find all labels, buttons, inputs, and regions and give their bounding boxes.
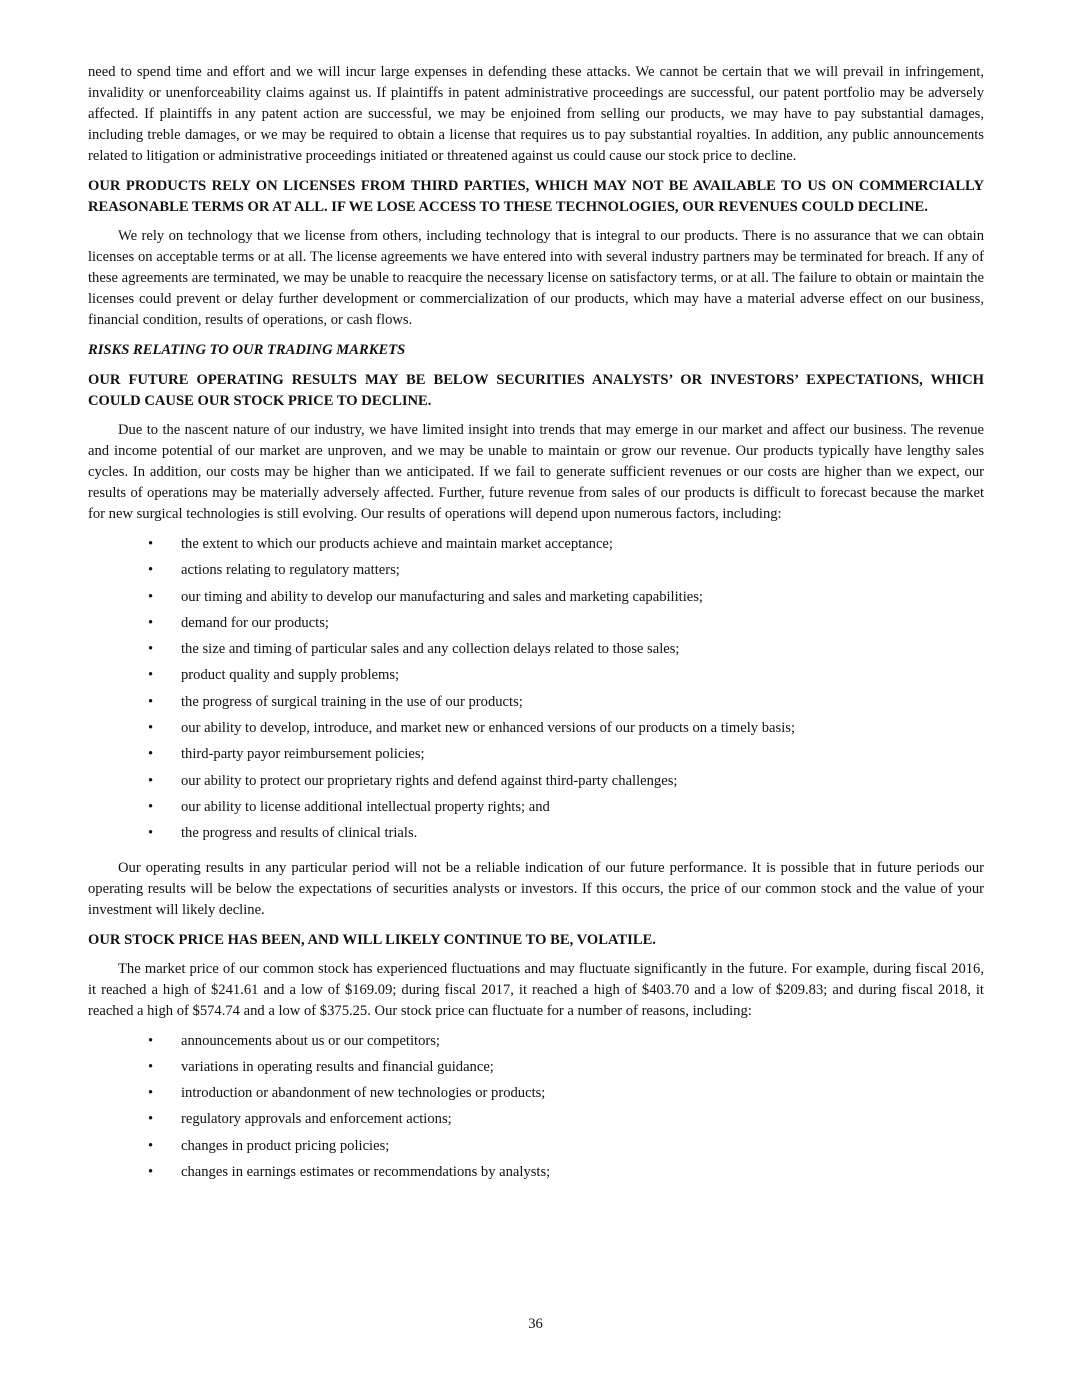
- bullet-glyph: •: [148, 1032, 154, 1049]
- trading-section-title: RISKS RELATING TO OUR TRADING MARKETS: [88, 342, 406, 358]
- list-item: [88, 1109, 984, 1135]
- stock-price-factors-list: [88, 1031, 984, 1189]
- list-item-text: announcements about us or our competitors;: [181, 1032, 440, 1049]
- list-item: [88, 587, 984, 613]
- bullet-glyph: •: [148, 614, 154, 631]
- list-item-text: regulatory approvals and enforcement actions;: [181, 1111, 452, 1128]
- list-item: [88, 692, 984, 718]
- bullet-glyph: •: [148, 1164, 154, 1181]
- bullet-glyph: •: [148, 562, 154, 579]
- operating-factors-list: [88, 534, 984, 850]
- operating-results-heading: OUR FUTURE OPERATING RESULTS MAY BE BELOW SECURITIES ANALYSTS’ OR INVESTORS’ EXPECTATIONS, WHICH COULD CAUSE OUR STOCK PRICE TO DECLINE.: [88, 372, 984, 409]
- bullet-glyph: •: [148, 1137, 154, 1154]
- bullet-glyph: •: [148, 1058, 154, 1075]
- stock-price-heading: OUR STOCK PRICE HAS BEEN, AND WILL LIKELY CONTINUE TO BE, VOLATILE.: [88, 931, 656, 948]
- intro-paragraph: need to spend time and effort and we will incur large expenses in defending these attacks. We cannot be certain that we will prevail in infringement, invalidity or unenforceability claims against us. If plaintiffs in patent administrative proceedings are successful, our patent portfolio may be adversely affected. If plaintiffs in any patent action are successful, we may be enjoined from selling our products, we may have to pay substantial damages, including treble damages, or we may be required to obtain a license that requires us to pay substantial royalties. In addition, any public announcements related to litigation or administrative proceedings initiated or threatened against us could cause our stock price to decline.: [88, 64, 984, 164]
- list-item: [88, 718, 984, 744]
- list-item-text: changes in product pricing policies;: [181, 1137, 390, 1154]
- list-item: [88, 665, 984, 691]
- bullet-glyph: •: [148, 772, 154, 789]
- list-item-text: our ability to protect our proprietary rights and defend against third-party challenges;: [181, 772, 678, 789]
- list-item: [88, 1057, 984, 1083]
- list-item-text: introduction or abandonment of new technologies or products;: [181, 1085, 546, 1102]
- page-number: 36: [528, 1316, 543, 1332]
- list-item-text: the progress and results of clinical trials.: [181, 825, 418, 842]
- list-item: [88, 797, 984, 823]
- operating-results-closing-paragraph: Our operating results in any particular period will not be a reliable indication of our future performance. It is possible that in future periods our operating results will be below the expectations of securities analysts or investors. If this occurs, the price of our common stock and the value of your investment will likely decline.: [88, 859, 984, 918]
- list-item-text: third-party payor reimbursement policies;: [181, 746, 425, 763]
- list-item-text: product quality and supply problems;: [181, 667, 400, 684]
- list-item-text: the size and timing of particular sales and any collection delays related to those sales;: [181, 641, 680, 658]
- list-item-text: our ability to license additional intellectual property rights; and: [181, 798, 550, 815]
- bullet-glyph: •: [148, 667, 154, 684]
- operating-results-paragraph: Due to the nascent nature of our industry, we have limited insight into trends that may emerge in our market and affect our business. The revenue and income potential of our market are unproven, and we may be unable to maintain or grow our revenue. Our products typically have lengthy sales cycles. In addition, our costs may be higher than we anticipated. If we fail to generate sufficient revenues or our costs are higher than we expect, our results of operations may be materially adversely affected. Further, future revenue from sales of our products is difficult to forecast because the market for new surgical technologies is still evolving. Our results of operations will depend upon numerous factors, including:: [88, 422, 984, 522]
- document-page: [88, 62, 984, 1188]
- licenses-paragraph: We rely on technology that we license from others, including technology that is integral to our products. There is no assurance that we can obtain licenses on acceptable terms or at all. The license agreements we have entered into with several industry partners may be terminated for breach. If any of these agreements are terminated, we may be unable to reacquire the necessary license on satisfactory terms, or at all. The failure to obtain or maintain the licenses could prevent or delay further development or commercialization of our products, which may have a material adverse effect on our business, financial condition, results of operations, or cash flows.: [88, 228, 984, 328]
- licenses-heading: OUR PRODUCTS RELY ON LICENSES FROM THIRD PARTIES, WHICH MAY NOT BE AVAILABLE TO US ON COMMERCIALLY REASONABLE TERMS OR AT ALL. IF WE LOSE ACCESS TO THESE TECHNOLOGIES, OUR REVENUES COULD DECLINE.: [88, 178, 984, 215]
- list-item: [88, 823, 984, 849]
- bullet-glyph: •: [148, 746, 154, 763]
- bullet-glyph: •: [148, 588, 154, 605]
- list-item-text: the progress of surgical training in the use of our products;: [181, 693, 523, 710]
- list-item-text: variations in operating results and financial guidance;: [181, 1058, 494, 1075]
- list-item: [88, 560, 984, 586]
- list-item-text: the extent to which our products achieve and maintain market acceptance;: [181, 536, 613, 552]
- list-item: [88, 1083, 984, 1109]
- bullet-glyph: •: [148, 798, 154, 815]
- bullet-glyph: •: [148, 1085, 154, 1102]
- bullet-glyph: •: [148, 536, 154, 552]
- bullet-glyph: •: [148, 693, 154, 710]
- list-item: [88, 1162, 984, 1188]
- list-item: [88, 1031, 984, 1057]
- bullet-glyph: •: [148, 720, 154, 737]
- list-item-text: changes in earnings estimates or recommendations by analysts;: [181, 1164, 551, 1181]
- list-item-text: actions relating to regulatory matters;: [181, 562, 400, 579]
- stock-price-paragraph: The market price of our common stock has experienced fluctuations and may fluctuate significantly in the future. For example, during fiscal 2016, it reached a high of $241.61 and a low of $169.09; during fiscal 2017, it reached a high of $403.70 and a low of $209.83; and during fiscal 2018, it reached a high of $574.74 and a low of $375.25. Our stock price can fluctuate for a number of reasons, including:: [88, 960, 984, 1019]
- list-item: [88, 744, 984, 770]
- list-item: [88, 534, 984, 560]
- list-item: [88, 771, 984, 797]
- bullet-glyph: •: [148, 825, 154, 842]
- bullet-glyph: •: [148, 1111, 154, 1128]
- list-item: [88, 1136, 984, 1162]
- bullet-glyph: •: [148, 641, 154, 658]
- list-item-text: our timing and ability to develop our manufacturing and sales and marketing capabilities;: [181, 588, 703, 605]
- list-item: [88, 613, 984, 639]
- list-item: [88, 639, 984, 665]
- list-item-text: our ability to develop, introduce, and market new or enhanced versions of our products on a timely basis;: [181, 720, 795, 737]
- list-item-text: demand for our products;: [181, 614, 329, 631]
